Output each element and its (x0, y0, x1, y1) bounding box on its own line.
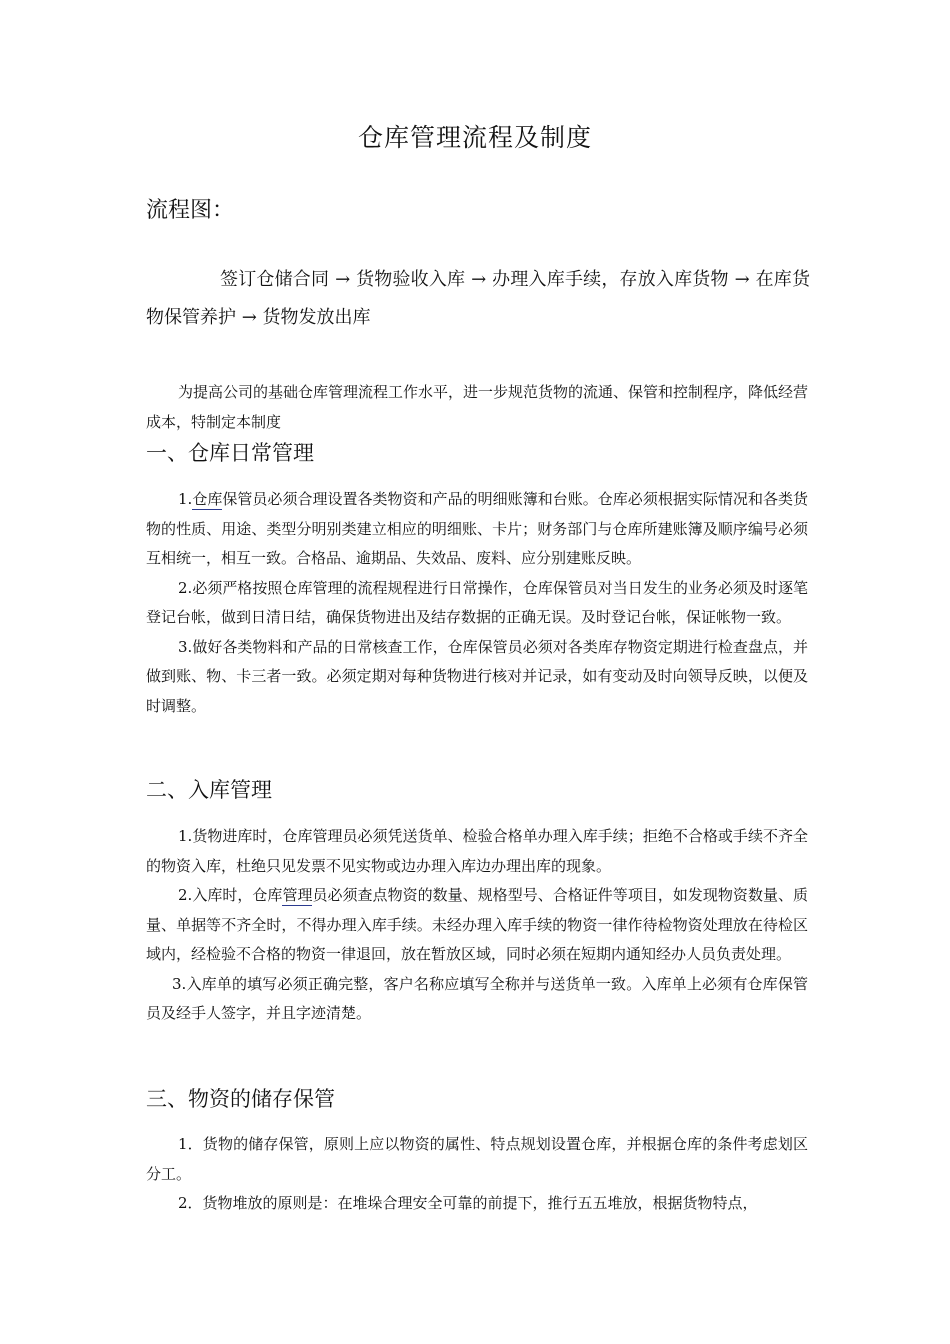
flow-steps: 签订仓储合同 → 货物验收入库 → 办理入库手续，存放入库货物 → 在库货物保管养护 → 货物发放出库 (146, 269, 810, 328)
paragraph-rest: 保管员必须合理设置各类物资和产品的明细账簿和台账。仓库必须根据实际情况和各类货物的性质、用途、类型分明别类建立相应的明细账、卡片；财务部门与仓库所建账簿及顺序编号必须互相统一，相互一致。合格品、逾期品、失效品、废料、应分别建账反映。 (146, 490, 808, 567)
section-heading-daily-management: 一、仓库日常管理 (146, 441, 314, 465)
paragraph: 1.货物进库时，仓库管理员必须凭送货单、检验合格单办理入库手续；拒绝不合格或手续不齐全的物资入库，杜绝只见发票不见实物或边办理入库边办理出库的现象。 (146, 827, 808, 875)
section-heading-storage: 三、物资的储存保管 (146, 1087, 335, 1111)
paragraph: 2．货物堆放的原则是：在堆垛合理安全可靠的前提下，推行五五堆放，根据货物特点， (178, 1194, 758, 1212)
section-body-storage (146, 1130, 808, 1219)
paragraph (146, 881, 808, 970)
underlined-term: 仓库 (192, 490, 223, 508)
paragraph-rest: 员必须查点物资的数量、规格型号、合格证件等项目，如发现物资数量、质量、单据等不齐全时，不得办理入库手续。未经办理入库手续的物资一律作待检物资处理放在待检区域内，经检验不合格的物资一律退回，放在暂放区域，同时必须在短期内通知经办人员负责处理。 (146, 886, 809, 963)
paragraph-prefix: 1. (178, 490, 193, 508)
paragraph: 3.做好各类物料和产品的日常核查工作，仓库保管员必须对各类库存物资定期进行检查盘点，并做到账、物、卡三者一致。必须定期对每种货物进行核对并记录，如有变动及时向领导反映，以便及时调整。 (146, 637, 808, 715)
underlined-term: 管理 (282, 886, 313, 904)
paragraph: 3.入库单的填写必须正确完整，客户名称应填写全称并与送货单一致。入库单上必须有仓库保管员及经手人签字，并且字迹清楚。 (146, 974, 808, 1022)
section-body-inbound-management (146, 822, 808, 1029)
paragraph: 2.必须严格按照仓库管理的流程规程进行日常操作，仓库保管员对当日发生的业务必须及时逐笔登记台帐，做到日清日结，确保货物进出及结存数据的正确无误。及时登记台帐，保证帐物一致。 (146, 578, 808, 626)
flow-heading: 流程图： (146, 198, 235, 223)
intro-paragraph (146, 378, 808, 437)
intro-text: 为提高公司的基础仓库管理流程工作水平，进一步规范货物的流通、保管和控制程序，降低经营成本，特制定本制度 (146, 383, 809, 431)
section-body-daily-management (146, 485, 808, 721)
paragraph: 1．货物的储存保管，原则上应以物资的属性、特点规划设置仓库，并根据仓库的条件考虑划区分工。 (146, 1135, 808, 1183)
paragraph (146, 485, 808, 574)
document-title: 仓库管理流程及制度 (357, 123, 592, 152)
section-heading-inbound-management: 二、入库管理 (146, 778, 272, 802)
paragraph-prefix: 2.入库时，仓库 (178, 886, 283, 904)
